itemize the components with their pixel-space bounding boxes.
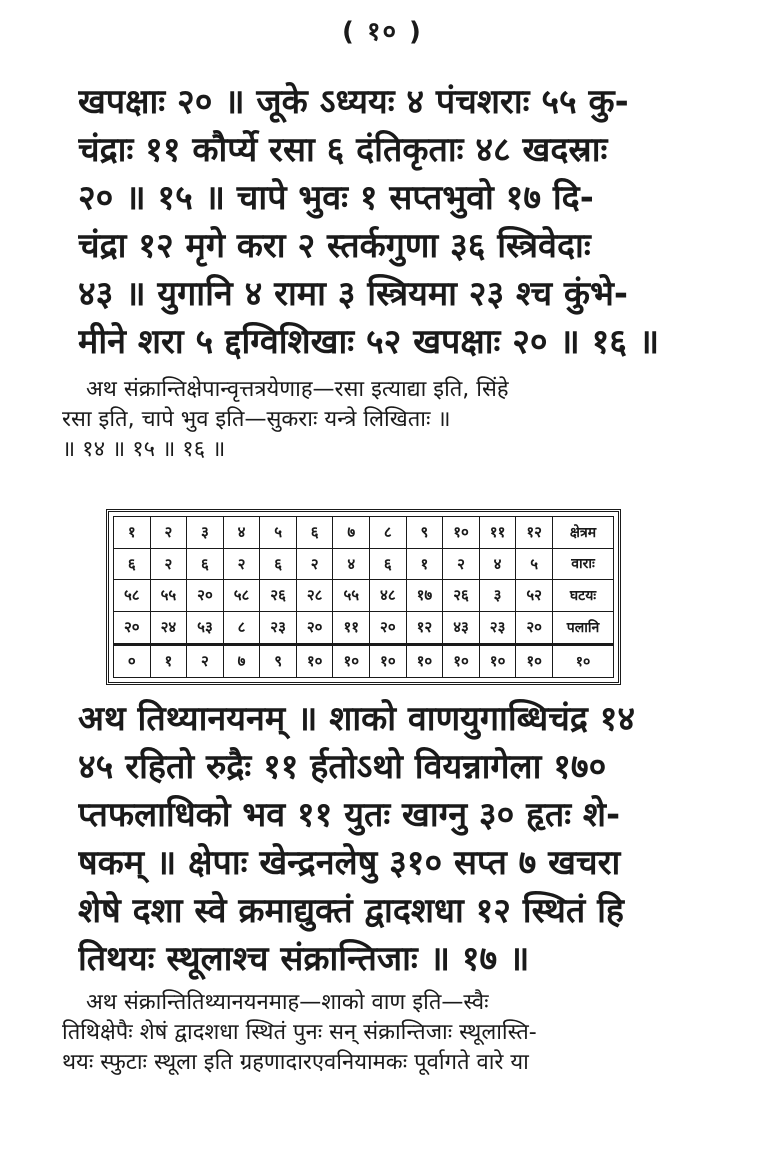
table-cell: १ (150, 644, 187, 677)
table-cell: ० (114, 644, 151, 677)
verse-line: चंद्राः ११ कौर्प्ये रसा ६ दंतिकृताः ४८ खदस्राः (78, 130, 608, 170)
table-cell: २६ (443, 580, 480, 612)
table-cell: १७ (406, 580, 443, 612)
table-cell: ३ (187, 517, 224, 549)
table-cell: १२ (516, 517, 553, 549)
table-cell: ६ (370, 548, 407, 580)
table-row-label: क्षेत्रम (553, 517, 614, 549)
table-cell: १० (443, 644, 480, 677)
verse-block-2 (78, 695, 678, 983)
commentary-block-2 (62, 988, 702, 1078)
commentary-line: तिथिक्षेपैः शेषं द्वादशधा स्थितं पुनः सन् संक्रान्तिजाः स्थूलास्ति- (62, 1020, 537, 1045)
table-cell: १० (516, 644, 553, 677)
table-cell: २ (150, 548, 187, 580)
verse-line: प्तफलाधिको भव ११ युतः खाग्नु ३० हृतः शे- (78, 795, 621, 835)
table-cell: ५५ (150, 580, 187, 612)
verse-line: षकम् ॥ क्षेपाः खेन्द्रनलेषु ३१० सप्त ७ खचरा (78, 843, 621, 883)
table-cell: ६ (187, 548, 224, 580)
table-cell: २० (516, 611, 553, 644)
verse-line: शेषे दशा स्वे क्रमाद्युक्तं द्वादशधा १२ स्थितं हि (78, 891, 624, 931)
table-cell: १ (406, 548, 443, 580)
table-cell: ५३ (187, 611, 224, 644)
sankranti-table (106, 509, 621, 685)
table-cell: ६ (260, 548, 297, 580)
verse-line: तिथयः स्थूलाश्च संक्रान्तिजाः ॥ १७ ॥ (78, 939, 530, 979)
page-number: ( १० ) (342, 17, 423, 47)
commentary-line: अथ संक्रान्तिक्षेपान्वृत्तत्रयेणाह—रसा इत्याद्या इति, सिंहे (86, 377, 509, 402)
table-cell: २० (187, 580, 224, 612)
verse-block-1 (78, 78, 678, 366)
verse-line: खपक्षाः २० ॥ जूके ऽध्ययः ४ पंचशराः ५५ कु- (78, 82, 629, 122)
table-cell: २३ (479, 611, 516, 644)
table-row (114, 611, 614, 644)
table-row (114, 644, 614, 677)
table-cell: ९ (260, 644, 297, 677)
table-cell: १० (406, 644, 443, 677)
table-cell: ८ (370, 517, 407, 549)
table-cell: २० (114, 611, 151, 644)
table-cell: १० (333, 644, 370, 677)
table-cell: १ (114, 517, 151, 549)
table-cell: ३ (479, 580, 516, 612)
table-cell: ८ (223, 611, 260, 644)
table-row-label: वाराः (553, 548, 614, 580)
table-cell: २ (443, 548, 480, 580)
table-cell: ५८ (114, 580, 151, 612)
table-row-label: पलानि (553, 611, 614, 644)
table-cell: ७ (223, 644, 260, 677)
table-cell: २ (296, 548, 333, 580)
table-row-label: घटयः (553, 580, 614, 612)
table-header-row (114, 517, 614, 549)
verse-line: २० ॥ १५ ॥ चापे भुवः १ सप्तभुवो १७ दि- (78, 178, 594, 218)
table-cell: ४ (479, 548, 516, 580)
table-cell: २० (296, 611, 333, 644)
table-cell: २ (187, 644, 224, 677)
table-cell: २३ (260, 611, 297, 644)
verse-line: चंद्रा १२ मृगे करा २ स्तर्कगुणा ३६ स्त्रिवेदाः (78, 226, 591, 266)
table-cell: ९ (406, 517, 443, 549)
table-cell: ५ (516, 548, 553, 580)
table-cell: २० (370, 611, 407, 644)
verse-line: ४३ ॥ युगानि ४ रामा ३ स्त्रियमा २३ श्च कुंभे- (78, 274, 628, 314)
table-cell: ५२ (516, 580, 553, 612)
table-row-label: १० (553, 644, 614, 677)
table-cell: ४ (333, 548, 370, 580)
table-cell: १० (443, 517, 480, 549)
commentary-line: ॥ १४ ॥ १५ ॥ १६ ॥ (62, 437, 226, 462)
table-cell: ७ (333, 517, 370, 549)
commentary-line: थयः स्फुटाः स्थूला इति ग्रहणादारएवनियामकः पूर्वागते वारे या (62, 1050, 529, 1075)
table-cell: २ (223, 548, 260, 580)
table-cell: १० (479, 644, 516, 677)
table-cell: ११ (479, 517, 516, 549)
verse-line: मीने शरा ५ द्दग्विशिखाः ५२ खपक्षाः २० ॥ १६ ॥ (78, 322, 660, 362)
table-cell: ५ (260, 517, 297, 549)
table-cell: ५८ (223, 580, 260, 612)
table-cell: २८ (296, 580, 333, 612)
table-cell: ४८ (370, 580, 407, 612)
table-cell: ५५ (333, 580, 370, 612)
table-row (114, 548, 614, 580)
table-row (114, 580, 614, 612)
table-cell: ६ (296, 517, 333, 549)
commentary-line: अथ संक्रान्तितिथ्यानयनमाह—शाको वाण इति—स्वैः (86, 990, 489, 1015)
table-cell: ४३ (443, 611, 480, 644)
table-cell: ६ (114, 548, 151, 580)
verse-line: ४५ रहितो रुद्रैः ११ र्हतोऽथो वियन्नागेला १७० (78, 747, 607, 787)
table-cell: २४ (150, 611, 187, 644)
table-cell: १० (296, 644, 333, 677)
table-cell: १२ (406, 611, 443, 644)
table-cell: २ (150, 517, 187, 549)
commentary-line: रसा इति, चापे भुव इति—सुकराः यन्त्रे लिखिताः ॥ (62, 407, 451, 432)
table-cell: ४ (223, 517, 260, 549)
table-cell: २६ (260, 580, 297, 612)
sankranti-table-grid (113, 516, 614, 678)
commentary-block-1 (62, 375, 702, 465)
table-cell: ११ (333, 611, 370, 644)
table-cell: १० (370, 644, 407, 677)
verse-line: अथ तिथ्यानयनम् ॥ शाको वाणयुगाब्धिचंद्र १४ (78, 699, 636, 739)
